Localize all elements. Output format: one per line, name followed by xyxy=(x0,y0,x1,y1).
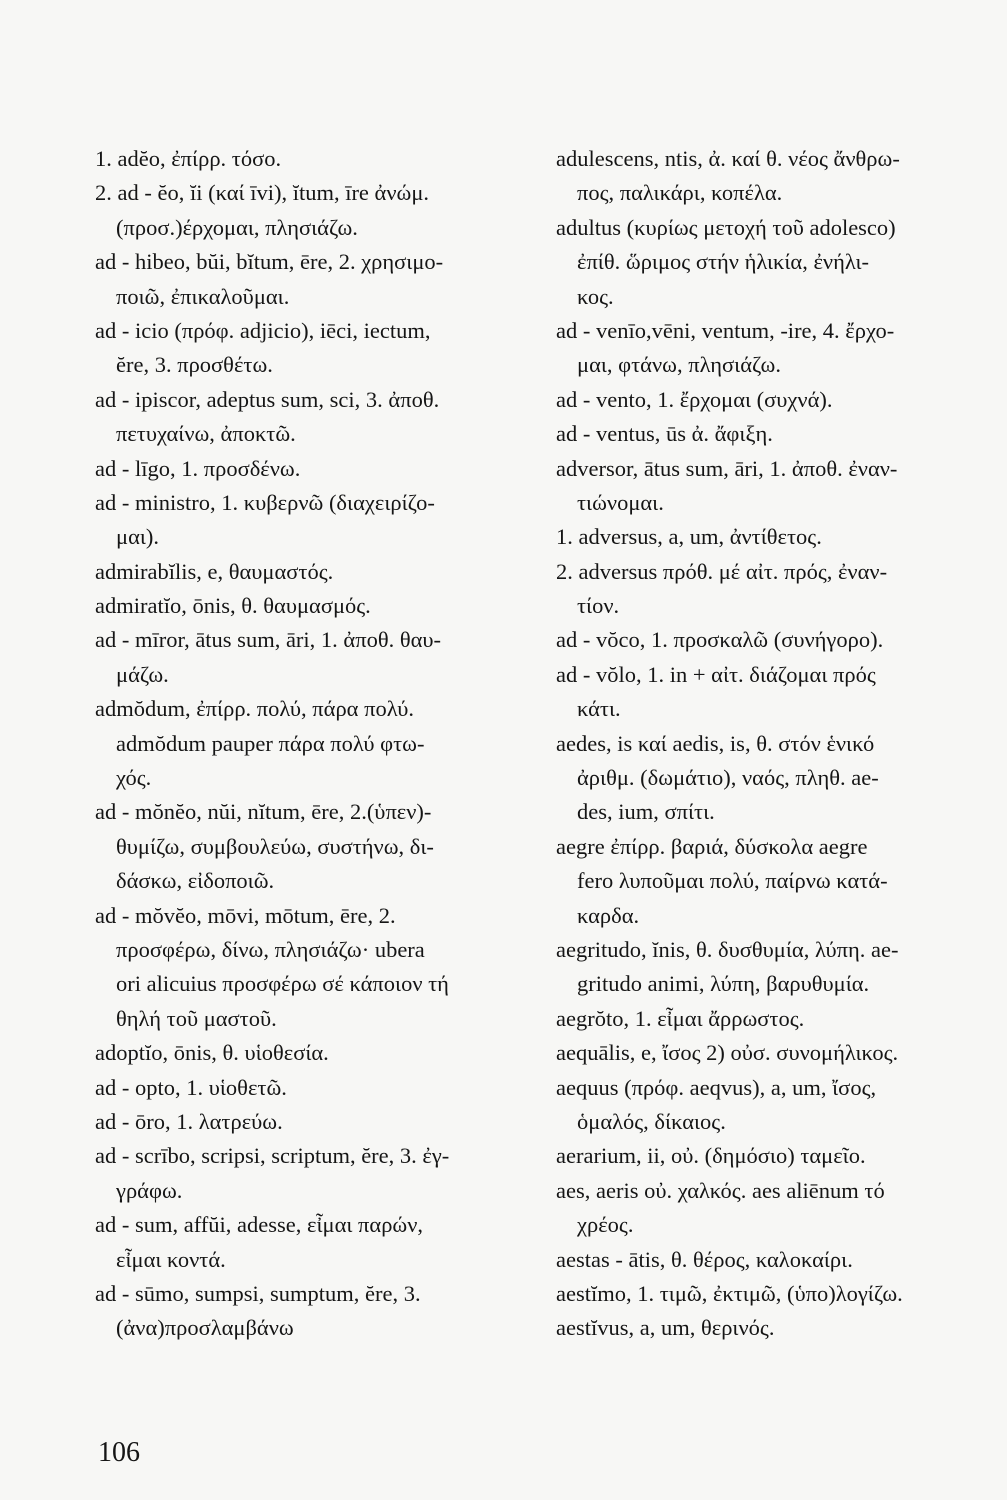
entry-line: μαι). xyxy=(116,524,160,550)
entry-line: aerarium, ii, οὐ. (δημόσιο) ταμεῖο. xyxy=(556,1143,866,1169)
entry-line: ĕre, 3. προσθέτω. xyxy=(116,352,273,378)
entry-line: ad - sūmo, sumpsi, sumptum, ĕre, 3. xyxy=(95,1280,421,1306)
entry-line: adversor, ātus sum, āri, 1. ἀποθ. ἐναν- xyxy=(556,455,898,481)
entry-line: ad - scrībo, scripsi, scriptum, ĕre, 3. ἐγ- xyxy=(95,1143,450,1169)
entry-line: ad - mīror, ātus sum, āri, 1. ἀποθ. θαυ- xyxy=(95,627,442,653)
page-number: 106 xyxy=(98,1437,140,1468)
entry-line: admirabĭlis, e, θαυμαστός. xyxy=(95,558,334,584)
entry-line: aequālis, e, ἴσος 2) οὐσ. συνομήλικος. xyxy=(556,1040,899,1066)
entry-line: καρδα. xyxy=(577,902,640,928)
entry-line: 1. adĕo, ἐπίρρ. τόσο. xyxy=(95,146,282,171)
entry-line: εἶμαι κοντά. xyxy=(116,1246,226,1272)
entry-line: ad - vŏlo, 1. in + αἰτ. διάζομαι πρός xyxy=(556,661,876,687)
entry-line: μάζω. xyxy=(116,661,169,687)
entry-line: 2. adversus πρόθ. μέ αἰτ. πρός, ἐναν- xyxy=(556,558,888,584)
entry-line: aes, aeris οὐ. χαλκός. aes aliēnum τό xyxy=(556,1177,885,1203)
entry-line: ὁμαλός, δίκαιος. xyxy=(577,1108,726,1134)
entry-line: χός. xyxy=(116,765,152,791)
entry-line: aestĭmo, 1. τιμῶ, ἐκτιμῶ, (ὑπο)λογίζω. xyxy=(556,1280,903,1306)
entry-line: θηλή τοῦ μαστοῦ. xyxy=(116,1005,277,1031)
entry-line: admŏdum pauper πάρα πολύ φτω- xyxy=(116,730,425,756)
entry-line: ad - mŏvĕo, mōvi, mōtum, ēre, 2. xyxy=(95,902,396,928)
entry-line: admiratĭo, ōnis, θ. θαυμασμός. xyxy=(95,593,371,619)
entry-line: 2. ad - ĕo, ĭi (καί īvi), ĭtum, īre ἀνώμ. xyxy=(95,180,430,206)
entry-line: admŏdum, ἐπίρρ. πολύ, πάρα πολύ. xyxy=(95,696,414,722)
entry-line: ad - mŏnĕo, nŭi, nĭtum, ēre, 2.(ὑπεν)- xyxy=(95,799,432,825)
entry-line: ori alicuius προσφέρω σέ κάποιον τή xyxy=(116,971,449,997)
entry-line: ad - ōro, 1. λατρεύω. xyxy=(95,1108,283,1134)
left-column xyxy=(97,142,529,1346)
entry-line: προσφέρω, δίνω, πλησιάζω· ubera xyxy=(116,936,425,962)
entry-line: aestĭvus, a, um, θερινός. xyxy=(556,1315,775,1341)
entry-line: fero λυποῦμαι πολύ, παίρνω κατά- xyxy=(577,868,888,894)
right-column xyxy=(556,142,992,1346)
entry-line: aestas - ātis, θ. θέρος, καλοκαίρι. xyxy=(556,1246,853,1272)
entry-line: τιώνομαι. xyxy=(577,489,664,515)
entry-line: (προσ.)έρχομαι, πλησιάζω. xyxy=(116,214,358,240)
entry-line: aegre ἐπίρρ. βαριά, δύσκολα aegre xyxy=(556,833,868,859)
entry-line: πετυχαίνω, ἀποκτῶ. xyxy=(116,421,296,447)
entry-line: adoptĭo, ōnis, θ. υἱοθεσία. xyxy=(95,1040,329,1066)
entry-line: ad - opto, 1. υἱοθετῶ. xyxy=(95,1074,287,1100)
entry-line: gritudo animi, λύπη, βαρυθυμία. xyxy=(577,971,870,997)
entry-line: δάσκω, εἰδοποιῶ. xyxy=(116,868,275,894)
entry-line: ad - icio (πρόφ. adjicio), iēci, iectum, xyxy=(95,317,431,343)
entry-line: πος, παλικάρι, κοπέλα. xyxy=(577,180,783,206)
entry-line: aegritudo, ĭnis, θ. δυσθυμία, λύπη. ae- xyxy=(556,936,899,962)
entry-line: θυμίζω, συμβουλεύω, συστήνω, δι- xyxy=(116,833,434,859)
entry-line: ad - līgo, 1. προσδένω. xyxy=(95,455,301,481)
entry-line: ad - vŏco, 1. προσκαλῶ (συνήγορο). xyxy=(556,627,884,653)
entry-line: des, ium, σπίτι. xyxy=(577,799,715,825)
entry-line: ad - sum, affŭi, adesse, εἶμαι παρών, xyxy=(95,1212,424,1238)
entry-line: (ἀνα)προσλαμβάνω xyxy=(116,1315,294,1341)
entry-line: τίον. xyxy=(577,593,620,619)
entry-line: 1. adversus, a, um, ἀντίθετος. xyxy=(556,524,822,550)
entry-line: aequus (πρόφ. aeqvus), a, um, ἴσος, xyxy=(556,1074,877,1100)
entry-line: κάτι. xyxy=(577,696,621,722)
entry-line: ad - ministro, 1. κυβερνῶ (διαχειρίζο- xyxy=(95,489,435,515)
entry-line: aedes, is καί aedis, is, θ. στόν ἑνικό xyxy=(556,730,875,756)
entry-line: aegrŏto, 1. εἶμαι ἄρρωστος. xyxy=(556,1005,805,1031)
entry-line: ad - ventus, ūs ἀ. ἄφιξη. xyxy=(556,421,773,447)
entry-line: adultus (κυρίως μετοχή τοῦ adolesco) xyxy=(556,214,896,240)
entry-line: χρέος. xyxy=(577,1212,634,1238)
entry-line: κος. xyxy=(577,283,614,309)
entry-line: ἐπίθ. ὥριμος στήν ἡλικία, ἐνήλι- xyxy=(577,249,870,275)
entry-line: adulescens, ntis, ἀ. καί θ. νέος ἄνθρω- xyxy=(556,146,900,171)
entry-line: γράφω. xyxy=(116,1177,183,1203)
entry-line: ποιῶ, ἐπικαλοῦμαι. xyxy=(116,283,290,309)
entry-line: μαι, φτάνω, πλησιάζω. xyxy=(577,352,781,378)
entry-line: ad - vento, 1. ἔρχομαι (συχνά). xyxy=(556,386,833,412)
entry-line: ad - hibeo, bŭi, bĭtum, ēre, 2. χρησιμο- xyxy=(95,249,444,275)
entry-line: ad - ipiscor, adeptus sum, sci, 3. ἀποθ. xyxy=(95,386,440,412)
entry-line: ad - venīo,vēni, ventum, -ire, 4. ἔρχο- xyxy=(556,317,895,343)
entry-line: ἀριθμ. (δωμάτιο), ναός, πληθ. ae- xyxy=(577,765,879,791)
